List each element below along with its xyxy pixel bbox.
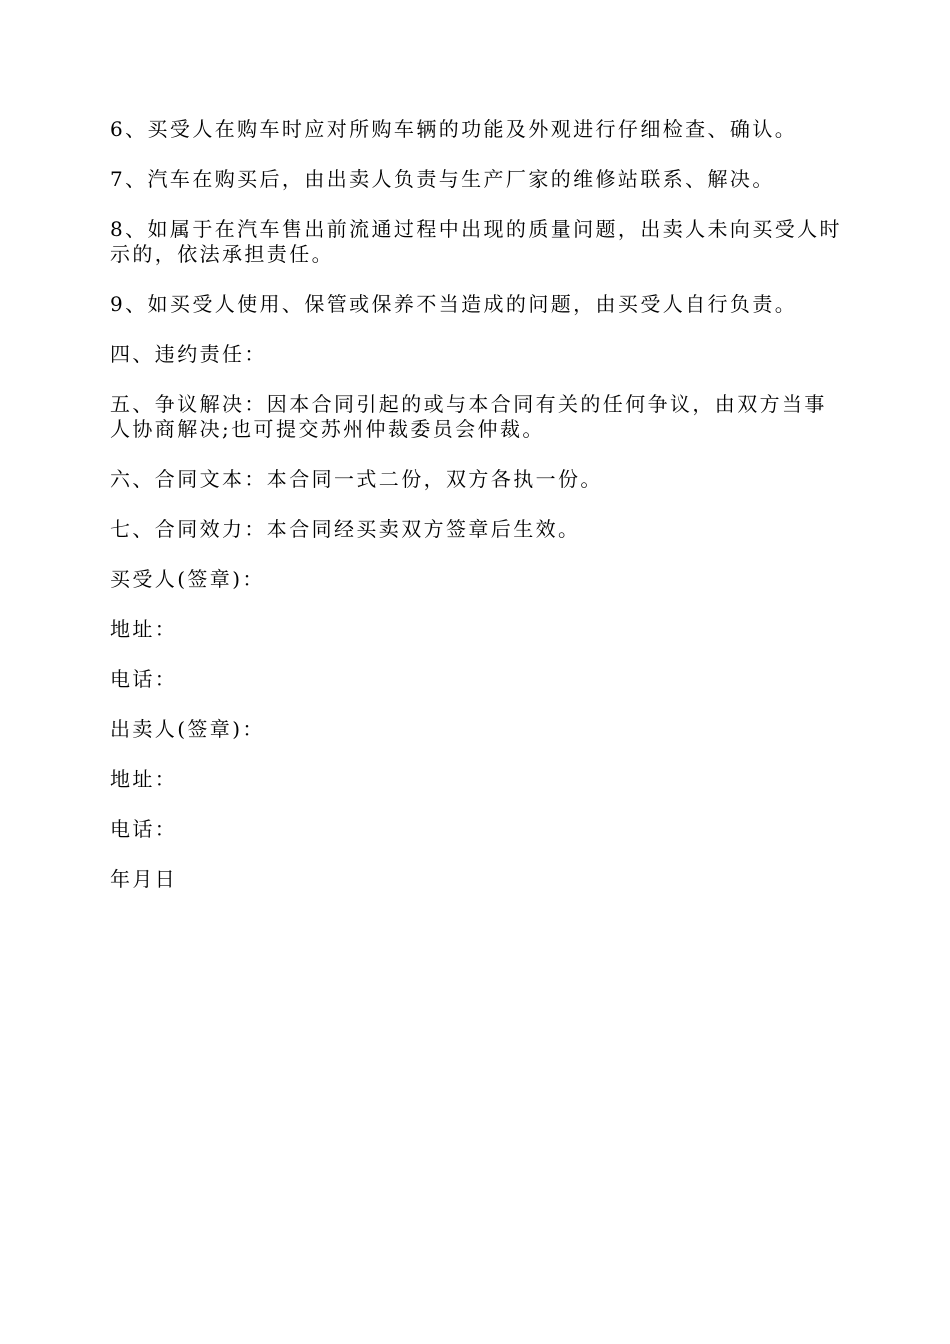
- document-page: [110, 117, 845, 917]
- clause-6: 6、买受人在购车时应对所购车辆的功能及外观进行仔细检查、确认。: [110, 117, 798, 141]
- buyer-address-label: 地址：: [110, 617, 178, 641]
- section-dispute-resolution: 五、争议解决：因本合同引起的或与本合同有关的任何争议，由双方当事人协商解决;也可提交苏州仲裁委员会仲裁。: [110, 392, 827, 441]
- buyer-phone-label: 电话：: [110, 667, 178, 691]
- clause-8: 8、如属于在汽车售出前流通过程中出现的质量问题，出卖人未向买受人时示的，依法承担责任。: [110, 217, 842, 266]
- section-contract-effect: 七、合同效力：本合同经买卖双方签章后生效。: [110, 517, 581, 541]
- buyer-signature-label: 买受人(签章)：: [110, 567, 265, 591]
- clause-7: 7、汽车在购买后，由出卖人负责与生产厂家的维修站联系、解决。: [110, 167, 775, 191]
- seller-address-label: 地址：: [110, 767, 178, 791]
- seller-phone-label: 电话：: [110, 817, 178, 841]
- clause-9: 9、如买受人使用、保管或保养不当造成的问题，由买受人自行负责。: [110, 292, 798, 316]
- signature-block: [110, 567, 845, 892]
- section-contract-copies: 六、合同文本：本合同一式二份，双方各执一份。: [110, 467, 603, 491]
- section-breach-liability: 四、违约责任：: [110, 342, 267, 366]
- seller-signature-label: 出卖人(签章)：: [110, 717, 265, 741]
- date-label: 年月日: [110, 867, 178, 891]
